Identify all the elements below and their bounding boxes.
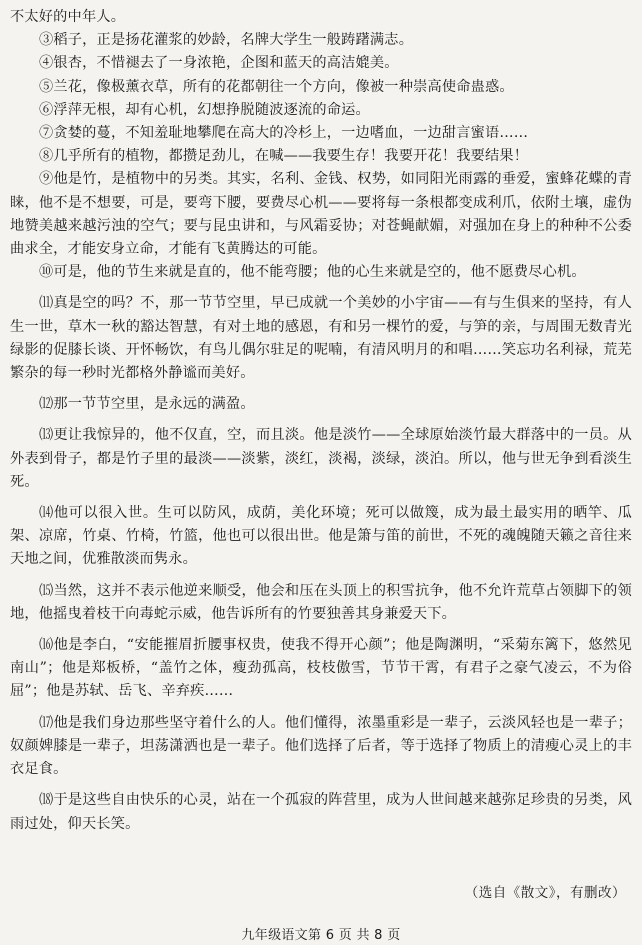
paragraph: ⒄他是我们身边那些坚守着什么的人。他们懂得，浓墨重彩是一辈子，云淡风轻也是一辈子；奴颜婢膝是一辈子，坦荡潇洒也是一辈子。他们选择了后者，等于选择了物质上的清瘦心灵上的丰衣足食。	[10, 714, 632, 778]
page-footer: 九年级语文第 6 页 共 8 页	[241, 928, 401, 943]
paragraph: ⑾真是空的吗？不，那一节节空里，早已成就一个美妙的小宇宙——有与生俱来的坚持，有人生一世，草木一秋的豁达智慧，有对土地的感恩，有和另一棵竹的爱，与笋的亲，与周围无数青光绿影的促膝长谈、开怀畅饮，有鸟儿偶尔驻足的呢喃，有清风明月的和唱……笑忘功名利禄，荒芜繁杂的每一秒时光都格外静谧而美好。	[10, 295, 632, 382]
paragraph: ⑦贪婪的蔓，不知羞耻地攀爬在高大的冷杉上，一边嗜血，一边甜言蜜语……	[39, 125, 529, 142]
paragraph: 不太好的中年人。	[10, 9, 126, 25]
paragraph: ⑿那一节节空里，是永远的满盈。	[39, 396, 255, 413]
paragraph: ⒃他是李白，“安能摧眉折腰事权贵，使我不得开心颜”；他是陶渊明，“采菊东篱下，悠然见南山”；他是郑板桥，“盖竹之体，瘦劲孤高，枝枝傲雪，节节干霄，有君子之豪气凌云，不为俗屈”；他是苏轼、岳飞、辛弃疾……	[10, 637, 632, 700]
paragraph: ⑤兰花，像极薰衣草，所有的花都朝往一个方向，像被一种崇高使命蛊惑。	[39, 78, 514, 95]
paragraph: ⑧几乎所有的植物，都攒足劲儿，在喊——我要生存！我要开花！我要结果！	[39, 148, 529, 165]
paragraph: ⒂当然，这并不表示他逆来顺受，他会和压在头顶上的积雪抗争，他不允许荒草占领脚下的领地，他摇曳着枝干向毒蛇示威，他告诉所有的竹要独善其身兼爱天下。	[10, 582, 632, 622]
source-note: （选自《散文》，有删改）	[464, 885, 626, 901]
article-body	[10, 6, 632, 836]
paragraph: ⒁他可以很入世。生可以防风，成荫，美化环境；死可以做篾，成为最土最实用的晒竿、瓜架、凉席，竹桌、竹椅，竹篮，他也可以很出世。他是箫与笛的前世，不死的魂魄随天籁之音往来天地之间，优雅散淡而隽永。	[10, 505, 632, 568]
paragraph: ⑨他是竹，是植物中的另类。其实，名利、金钱、权势，如同阳光雨露的垂爱，蜜蜂花蝶的青睐，他不是不想要，可是，要弯下腰，要费尽心机——要将每一条根都变成利爪，依附土壤，虚伪地赞美越来越污浊的空气；要与昆虫讲和，与风霜妥协；对苍蝇献媚，对强加在身上的种种不公委曲求全，才能安身立命，才能有飞黄腾达的可能。	[10, 171, 632, 258]
paragraph: ⒀更让我惊异的，他不仅直，空，而且淡。他是淡竹——全球原始淡竹最大群落中的一员。从外表到骨子，都是竹子里的最淡——淡紫，淡红，淡褐，淡绿，淡泊。所以，他与世无争到看淡生死。	[10, 427, 632, 490]
paragraph: ④银杏，不惜褪去了一身浓艳，企图和蓝天的高洁媲美。	[39, 55, 399, 72]
paragraph: ⑩可是，他的节生来就是直的，他不能弯腰；他的心生来就是空的，他不愿费尽心机。	[39, 264, 586, 281]
paragraph: ⑥浮萍无根，却有心机，幻想挣脱随波逐流的命运。	[39, 101, 370, 118]
paragraph: ③稻子，正是扬花灌浆的妙龄，名牌大学生一般踌躇满志。	[39, 32, 414, 49]
paragraph: ⒅于是这些自由快乐的心灵，站在一个孤寂的阵营里，成为人世间越来越弥足珍贵的另类，风雨过处，仰天长笑。	[10, 792, 632, 832]
